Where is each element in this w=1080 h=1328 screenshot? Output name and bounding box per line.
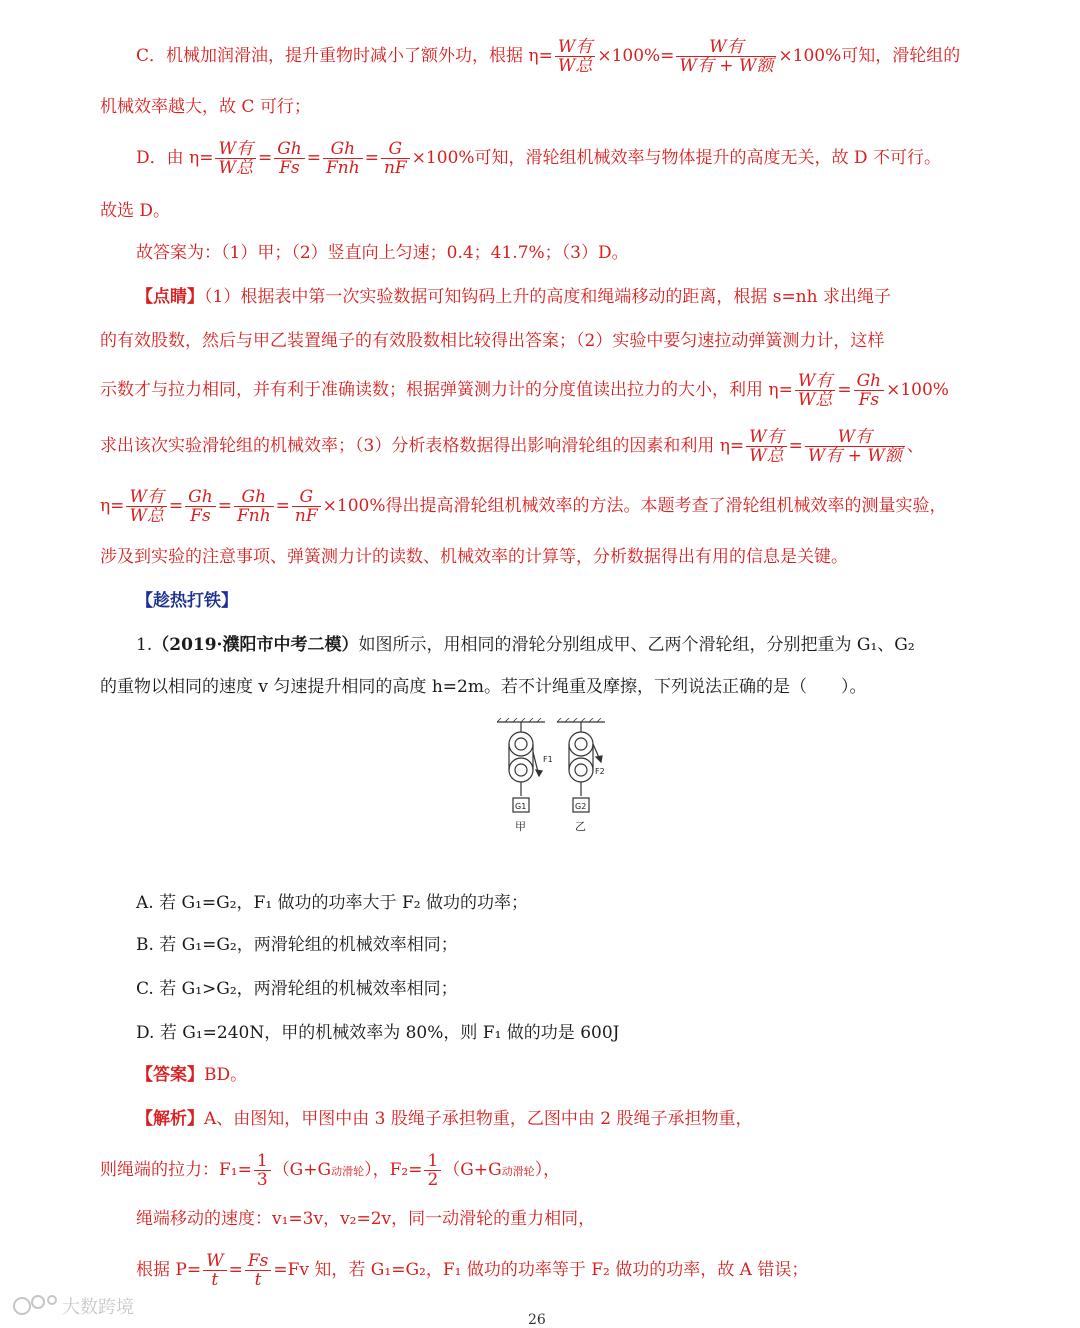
force-label-f1: F1 bbox=[543, 755, 553, 764]
question-line-1: 1.（2019·濮阳市中考二模）如图所示，用相同的滑轮分别组成甲、乙两个滑轮组，分别把重为 G₁、G₂ bbox=[136, 635, 915, 655]
analysis-line-1: 【解析】A、由图知，甲图中由 3 股绳子承担物重，乙图中由 2 股绳子承担物重， bbox=[136, 1109, 753, 1129]
answer-summary: 故答案为：（1）甲；（2）竖直向上匀速；0.4；41.7%；（3）D。 bbox=[136, 243, 629, 263]
figure-label-jia: 甲 bbox=[515, 820, 526, 833]
answer-line: 【答案】BD。 bbox=[136, 1065, 248, 1085]
force-label-f2: F2 bbox=[595, 767, 605, 776]
watermark-logo bbox=[8, 1288, 148, 1324]
dianjing-line-6: 涉及到实验的注意事项、弹簧测力计的读数、机械效率的计算等，分析数据得出有用的信息是关键。 bbox=[100, 547, 848, 567]
option-d-line: D．由 η= $\frac{\text{W有}}{\text{W总}}$ = $\frac{Gh}{Fs}$ = $\frac{Gh}{\text{Fnh}}$ = $\frac{G}{nF}$ ×100%可知，滑轮组机械效率与物体提升的高度无关，故 D 不可行。 bbox=[136, 139, 941, 178]
dianjing-line-3: 示数才与拉力相同，并有利于准确读数；根据弹簧测力计的分度值读出拉力的大小，利用 η= $\frac{\text{W有}}{\text{W总}}$ = $\frac{Gh}{Fs}$ ×100% bbox=[100, 371, 949, 410]
option-a: A. 若 G₁=G₂，F₁ 做功的功率大于 F₂ 做功的功率； bbox=[136, 893, 528, 913]
dianjing-line-5: η= $\frac{\text{W有}}{\text{W总}}$ = $\frac{Gh}{Fs}$ = $\frac{Gh}{\text{Fnh}}$ = $\frac{G}{nF}$ ×100%得出提高滑轮组机械效率的方法。本题考查了滑轮组机械效率的测量实验， bbox=[100, 487, 947, 526]
option-c: C. 若 G₁>G₂，两滑轮组的机械效率相同； bbox=[136, 979, 458, 999]
analysis-line-2: 则绳端的拉力：F₁= $\frac{1}{3}$ （G+G动滑轮），F₂= $\frac{1}{2}$ （G+G动滑轮）， bbox=[100, 1151, 561, 1190]
page-number: 26 bbox=[528, 1312, 546, 1328]
option-c-line-2: 机械效率越大，故 C 可行； bbox=[100, 97, 311, 117]
question-line-2: 的重物以相同的速度 v 匀速提升相同的高度 h=2m。若不计绳重及摩擦，下列说法正确的是（ ）。 bbox=[100, 677, 867, 697]
figure-label-yi: 乙 bbox=[575, 820, 586, 833]
choose-line: 故选 D。 bbox=[100, 201, 171, 221]
dianjing-line-4: 求出该次实验滑轮组的机械效率；（3）分析表格数据得出影响滑轮组的因素和利用 η= $\frac{\text{W有}}{\text{W总}}$ = $\frac{\text{W有}}{\text{W有 + W额}}$ 、 bbox=[100, 427, 924, 466]
dianjing-line-2: 的有效股数，然后与甲乙装置绳子的有效股数相比较得出答案；（2）实验中要匀速拉动弹簧测力计，这样 bbox=[100, 331, 885, 351]
dianjing-line-1: 【点睛】（1）根据表中第一次实验数据可知钩码上升的高度和绳端移动的距离，根据 s=nh 求出绳子 bbox=[136, 287, 891, 307]
option-b: B. 若 G₁=G₂，两滑轮组的机械效率相同； bbox=[136, 935, 458, 955]
weight-label-g1: G1 bbox=[515, 802, 527, 811]
section-heading: 【趁热打铁】 bbox=[136, 591, 238, 611]
option-d: D. 若 G₁=240N，甲的机械效率为 80%，则 F₁ 做的功是 600J bbox=[136, 1023, 620, 1043]
fraction-wyou-wzong: $\frac{\text{W有}}{\text{W总}}$ bbox=[555, 38, 595, 75]
fraction-wyou-wyou-we: $\frac{\text{W有}}{\text{W有 + W额}}$ bbox=[676, 38, 776, 75]
pulley-figure bbox=[497, 718, 607, 868]
analysis-line-3: 绳端移动的速度：v₁=3v，v₂=2v，同一动滑轮的重力相同， bbox=[136, 1209, 596, 1229]
weight-label-g2: G2 bbox=[575, 802, 587, 811]
option-c-line-1: C．机械加润滑油，提升重物时减小了额外功，根据 η= $\frac{\text{W有}}{\text{W总}}$ ×100%= $\frac{\text{W有}}{\text{W有 + W额}}$ ×100%可知，滑轮组的 bbox=[136, 37, 961, 76]
svg-text:大数跨境: 大数跨境 bbox=[62, 1297, 134, 1318]
analysis-line-4: 根据 P= $\frac{W}{t}$ = $\frac{Fs}{t}$ =Fv 知，若 G₁=G₂，F₁ 做功的功率等于 F₂ 做功的功率，故 A 错误； bbox=[136, 1251, 809, 1290]
